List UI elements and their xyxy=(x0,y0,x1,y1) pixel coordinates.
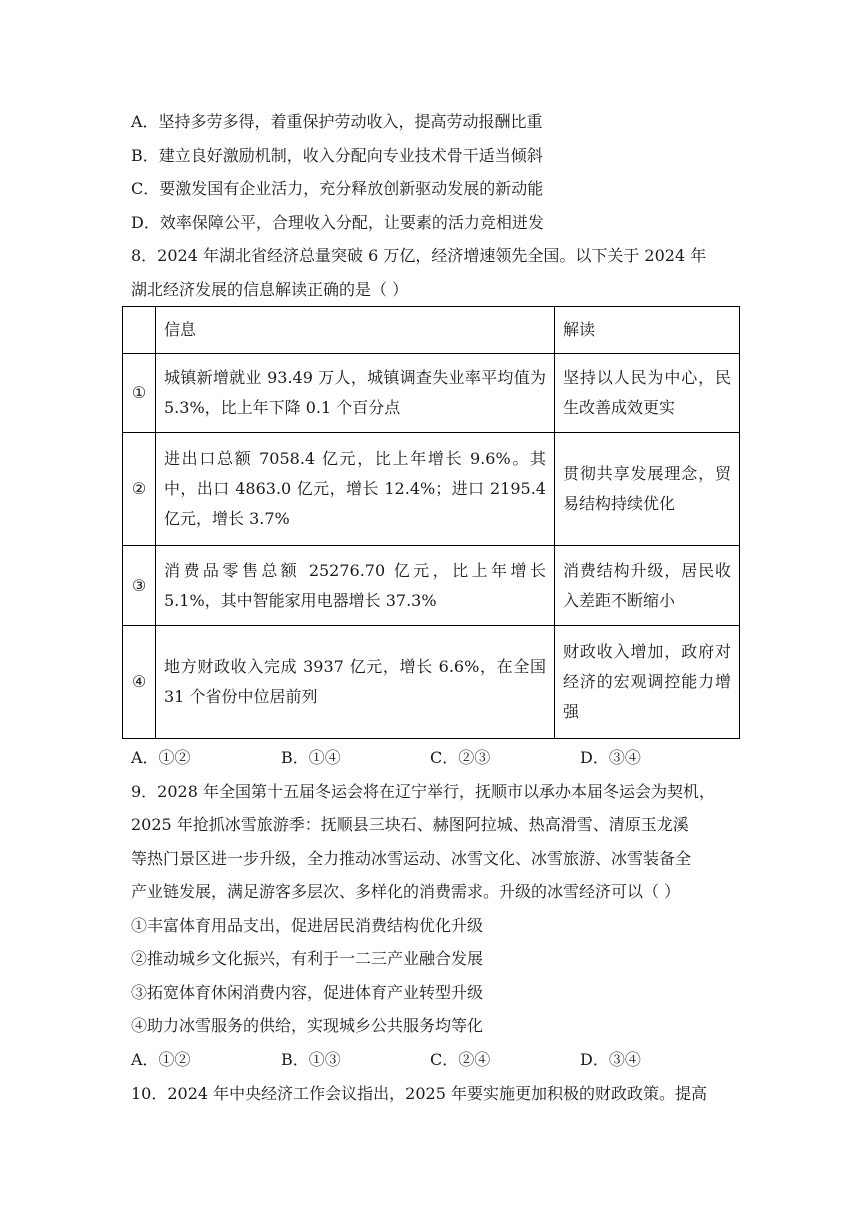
q9-statement-1: ①丰富体育用品支出，促进居民消费结构优化升级 xyxy=(131,916,484,935)
header-num xyxy=(123,307,156,354)
q10-stem-line-1: 10．2024 年中央经济工作会议指出，2025 年要实施更加积极的财政政策。提高 xyxy=(131,1084,707,1103)
table-row xyxy=(123,626,740,739)
table-header-row xyxy=(123,307,740,354)
row-interp: 消费结构升级，居民收入差距不断缩小 xyxy=(555,546,740,626)
row-info: 地方财政收入完成 3937 亿元，增长 6.6%，在全国 31 个省份中位居前列 xyxy=(156,626,555,739)
row-num: ② xyxy=(123,433,156,546)
q8-option-c: C．②③ xyxy=(430,748,491,767)
row-num: ③ xyxy=(123,546,156,626)
q9-option-d: D．③④ xyxy=(580,1050,641,1069)
row-num: ④ xyxy=(123,626,156,739)
q9-statement-4: ④助力冰雪服务的供给，实现城乡公共服务均等化 xyxy=(131,1016,484,1035)
table-row xyxy=(123,354,740,433)
q9-option-b: B．①③ xyxy=(281,1050,341,1069)
row-info: 城镇新增就业 93.49 万人，城镇调查失业率平均值为 5.3%，比上年下降 0.1 个百分点 xyxy=(156,354,555,433)
q7-option-c: C．要激发国有企业活力，充分释放创新驱动发展的新动能 xyxy=(131,179,544,198)
q9-option-a: A．①② xyxy=(131,1050,191,1069)
q8-stem-line-1: 8．2024 年湖北省经济总量突破 6 万亿，经济增速领先全国。以下关于 2024 年 xyxy=(131,246,707,265)
q8-info-table xyxy=(122,306,740,739)
header-interp: 解读 xyxy=(555,307,740,354)
row-interp: 贯彻共享发展理念，贸易结构持续优化 xyxy=(555,433,740,546)
header-info: 信息 xyxy=(156,307,555,354)
q7-option-a: A．坚持多劳多得，着重保护劳动收入，提高劳动报酬比重 xyxy=(131,112,543,131)
row-num: ① xyxy=(123,354,156,433)
q8-option-a: A．①② xyxy=(131,748,191,767)
q9-stem-line-4: 产业链发展，满足游客多层次、多样化的消费需求。升级的冰雪经济可以（ ） xyxy=(131,882,681,901)
q8-stem-line-2: 湖北经济发展的信息解读正确的是（ ） xyxy=(131,280,409,299)
row-info: 消费品零售总额 25276.70 亿元，比上年增长 5.1%，其中智能家用电器增长 37.3% xyxy=(156,546,555,626)
q9-stem-line-2: 2025 年抢抓冰雪旅游季：抚顺县三块石、赫图阿拉城、热高滑雪、清原玉龙溪 xyxy=(131,815,689,834)
q8-options xyxy=(131,747,731,769)
row-interp: 财政收入增加，政府对经济的宏观调控能力增强 xyxy=(555,626,740,739)
q9-statement-2: ②推动城乡文化振兴，有利于一二三产业融合发展 xyxy=(131,949,484,968)
q7-option-d: D．效率保障公平，合理收入分配，让要素的活力竞相迸发 xyxy=(131,213,544,232)
table-row xyxy=(123,546,740,626)
q9-option-c: C．②④ xyxy=(430,1050,491,1069)
q9-stem-line-3: 等热门景区进一步升级，全力推动冰雪运动、冰雪文化、冰雪旅游、冰雪装备全 xyxy=(131,849,692,868)
q9-statement-3: ③拓宽体育休闲消费内容，促进体育产业转型升级 xyxy=(131,983,484,1002)
q8-option-b: B．①④ xyxy=(281,748,341,767)
q9-stem-line-1: 9．2028 年全国第十五届冬运会将在辽宁举行，抚顺市以承办本届冬运会为契机， xyxy=(131,782,715,801)
table-row xyxy=(123,433,740,546)
row-info: 进出口总额 7058.4 亿元，比上年增长 9.6%。其中，出口 4863.0 亿元，增长 12.4%；进口 2195.4 亿元，增长 3.7% xyxy=(156,433,555,546)
row-interp: 坚持以人民为中心，民生改善成效更实 xyxy=(555,354,740,433)
q8-option-d: D．③④ xyxy=(580,748,641,767)
q7-option-b: B．建立良好激励机制，收入分配向专业技术骨干适当倾斜 xyxy=(131,146,543,165)
q9-options xyxy=(131,1049,731,1071)
